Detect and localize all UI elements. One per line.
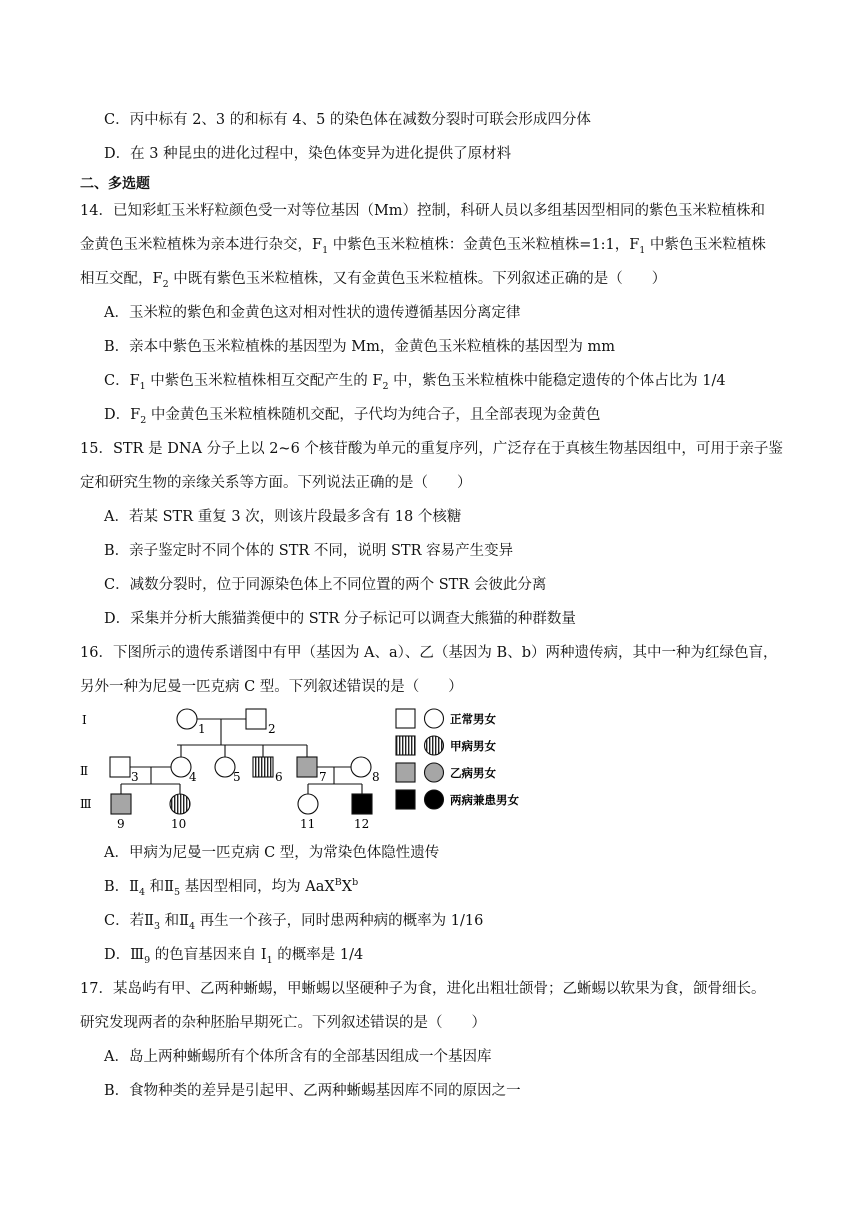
section-title: 二、多选题: [80, 176, 150, 192]
individual-11: [298, 794, 318, 814]
legend-disease-a: 甲病男女: [450, 739, 496, 753]
q16-option-a: A．甲病为尼曼一匹克病 C 型，为常染色体隐性遗传: [104, 845, 440, 861]
q16-stem-line2: 另外一种为尼曼一匹克病 C 型。下列叙述错误的是（ ）: [80, 679, 463, 695]
num-1: 1: [198, 722, 206, 736]
individual-2: [246, 709, 266, 729]
individual-12: [352, 794, 372, 814]
q14-stem-line2: 金黄色玉米粒植株为亲本进行杂交，$F_1$ 中紫色玉米粒植株：金黄色玉米粒植株=1:1，$F_1$ 中紫色玉米粒植株: [80, 237, 766, 256]
num-9: 9: [117, 817, 125, 831]
num-10: 10: [171, 817, 187, 831]
num-2: 2: [268, 722, 276, 736]
num-12: 12: [354, 817, 370, 831]
num-5: 5: [233, 770, 241, 784]
num-8: 8: [372, 770, 380, 784]
individual-7: [297, 757, 317, 777]
gen-label-1: Ⅰ: [82, 713, 87, 727]
individual-5: [215, 757, 235, 777]
q13-option-c: C．丙中标有 2、3 的和标有 4、5 的染色体在减数分裂时可联会形成四分体: [104, 112, 591, 128]
q17-option-a: A．岛上两种蜥蜴所有个体所含有的全部基因组成一个基因库: [104, 1049, 492, 1065]
q17-stem-line2: 研究发现两者的杂种胚胎早期死亡。下列叙述错误的是（ ）: [80, 1015, 486, 1031]
legend-disease-b: 乙病男女: [450, 766, 496, 780]
individual-4: [171, 757, 191, 777]
q15-option-d: D．采集并分析大熊猫粪便中的 STR 分子标记可以调查大熊猫的种群数量: [104, 611, 576, 627]
q16-option-b: B．$Ⅱ_4$ 和$Ⅱ_5$ 基因型相同，均为 $AaX^BX^b$: [104, 877, 359, 898]
individual-6: [253, 757, 273, 777]
q15-stem-line1: 15．STR 是 DNA 分子上以 2~6 个核苷酸为单元的重复序列，广泛存在于真核生物基因组中，可用于亲子鉴: [80, 441, 783, 457]
legend-both: 两病兼患男女: [450, 793, 519, 807]
legend-normal: 正常男女: [450, 712, 496, 726]
individual-9: [111, 794, 131, 814]
q14-option-d: D．$F_2$ 中金黄色玉米粒植株随机交配，子代均为纯合子，且全部表现为金黄色: [104, 407, 601, 426]
q15-option-b: B．亲子鉴定时不同个体的 STR 不同，说明 STR 容易产生变异: [104, 543, 514, 559]
individual-8: [351, 757, 371, 777]
q14-option-c: C．$F_1$ 中紫色玉米粒植株相互交配产生的 $F_2$ 中，紫色玉米粒植株中能稳定遗传的个体占比为 1/4: [104, 373, 726, 392]
num-6: 6: [275, 770, 283, 784]
q14-stem-line1: 14．已知彩虹玉米籽粒颜色受一对等位基因（Mm）控制，科研人员以多组基因型相同的紫色玉米粒植株和: [80, 203, 766, 219]
num-3: 3: [131, 770, 139, 784]
q17-option-b: B．食物种类的差异是引起甲、乙两种蜥蜴基因库不同的原因之一: [104, 1083, 521, 1099]
individual-1: [177, 709, 197, 729]
gen-label-3: Ⅲ: [80, 797, 92, 811]
q14-option-b: B．亲本中紫色玉米粒植株的基因型为 Mm，金黄色玉米粒植株的基因型为 mm: [104, 339, 615, 355]
q16-stem-line1: 16．下图所示的遗传系谱图中有甲（基因为 A、a）、乙（基因为 B、b）两种遗传病，其中一种为红绿色盲，: [80, 645, 778, 661]
q14-stem-line3: 相互交配，$F_2$ 中既有紫色玉米粒植株，又有金黄色玉米粒植株。下列叙述正确的是（ ）: [80, 271, 667, 290]
q16-option-d: D．$Ⅲ_9$ 的色盲基因来自 $I_1$ 的概率是 1/4: [104, 947, 364, 966]
q13-option-d: D．在 3 种昆虫的进化过程中，染色体变异为进化提供了原材料: [104, 146, 512, 162]
num-4: 4: [189, 770, 197, 784]
q17-stem-line1: 17．某岛屿有甲、乙两种蜥蜴，甲蜥蜴以坚硬种子为食，进化出粗壮颌骨；乙蜥蜴以软果为食，颌骨细长。: [80, 981, 766, 997]
num-11: 11: [300, 817, 316, 831]
q15-option-a: A．若某 STR 重复 3 次，则该片段最多含有 18 个核糖: [104, 509, 462, 525]
num-7: 7: [319, 770, 327, 784]
q16-option-c: C．若$Ⅱ_3$ 和$Ⅱ_4$ 再生一个孩子，同时患两种病的概率为 1/16: [104, 913, 484, 932]
pedigree-chart: [78, 700, 548, 832]
gen-label-2: Ⅱ: [80, 764, 89, 778]
individual-3: [110, 757, 130, 777]
individual-10: [170, 794, 190, 814]
q15-stem-line2: 定和研究生物的亲缘关系等方面。下列说法正确的是（ ）: [80, 475, 472, 491]
q14-option-a: A．玉米粒的紫色和金黄色这对相对性状的遗传遵循基因分离定律: [104, 305, 521, 321]
q15-option-c: C．减数分裂时，位于同源染色体上不同位置的两个 STR 会彼此分离: [104, 577, 547, 593]
